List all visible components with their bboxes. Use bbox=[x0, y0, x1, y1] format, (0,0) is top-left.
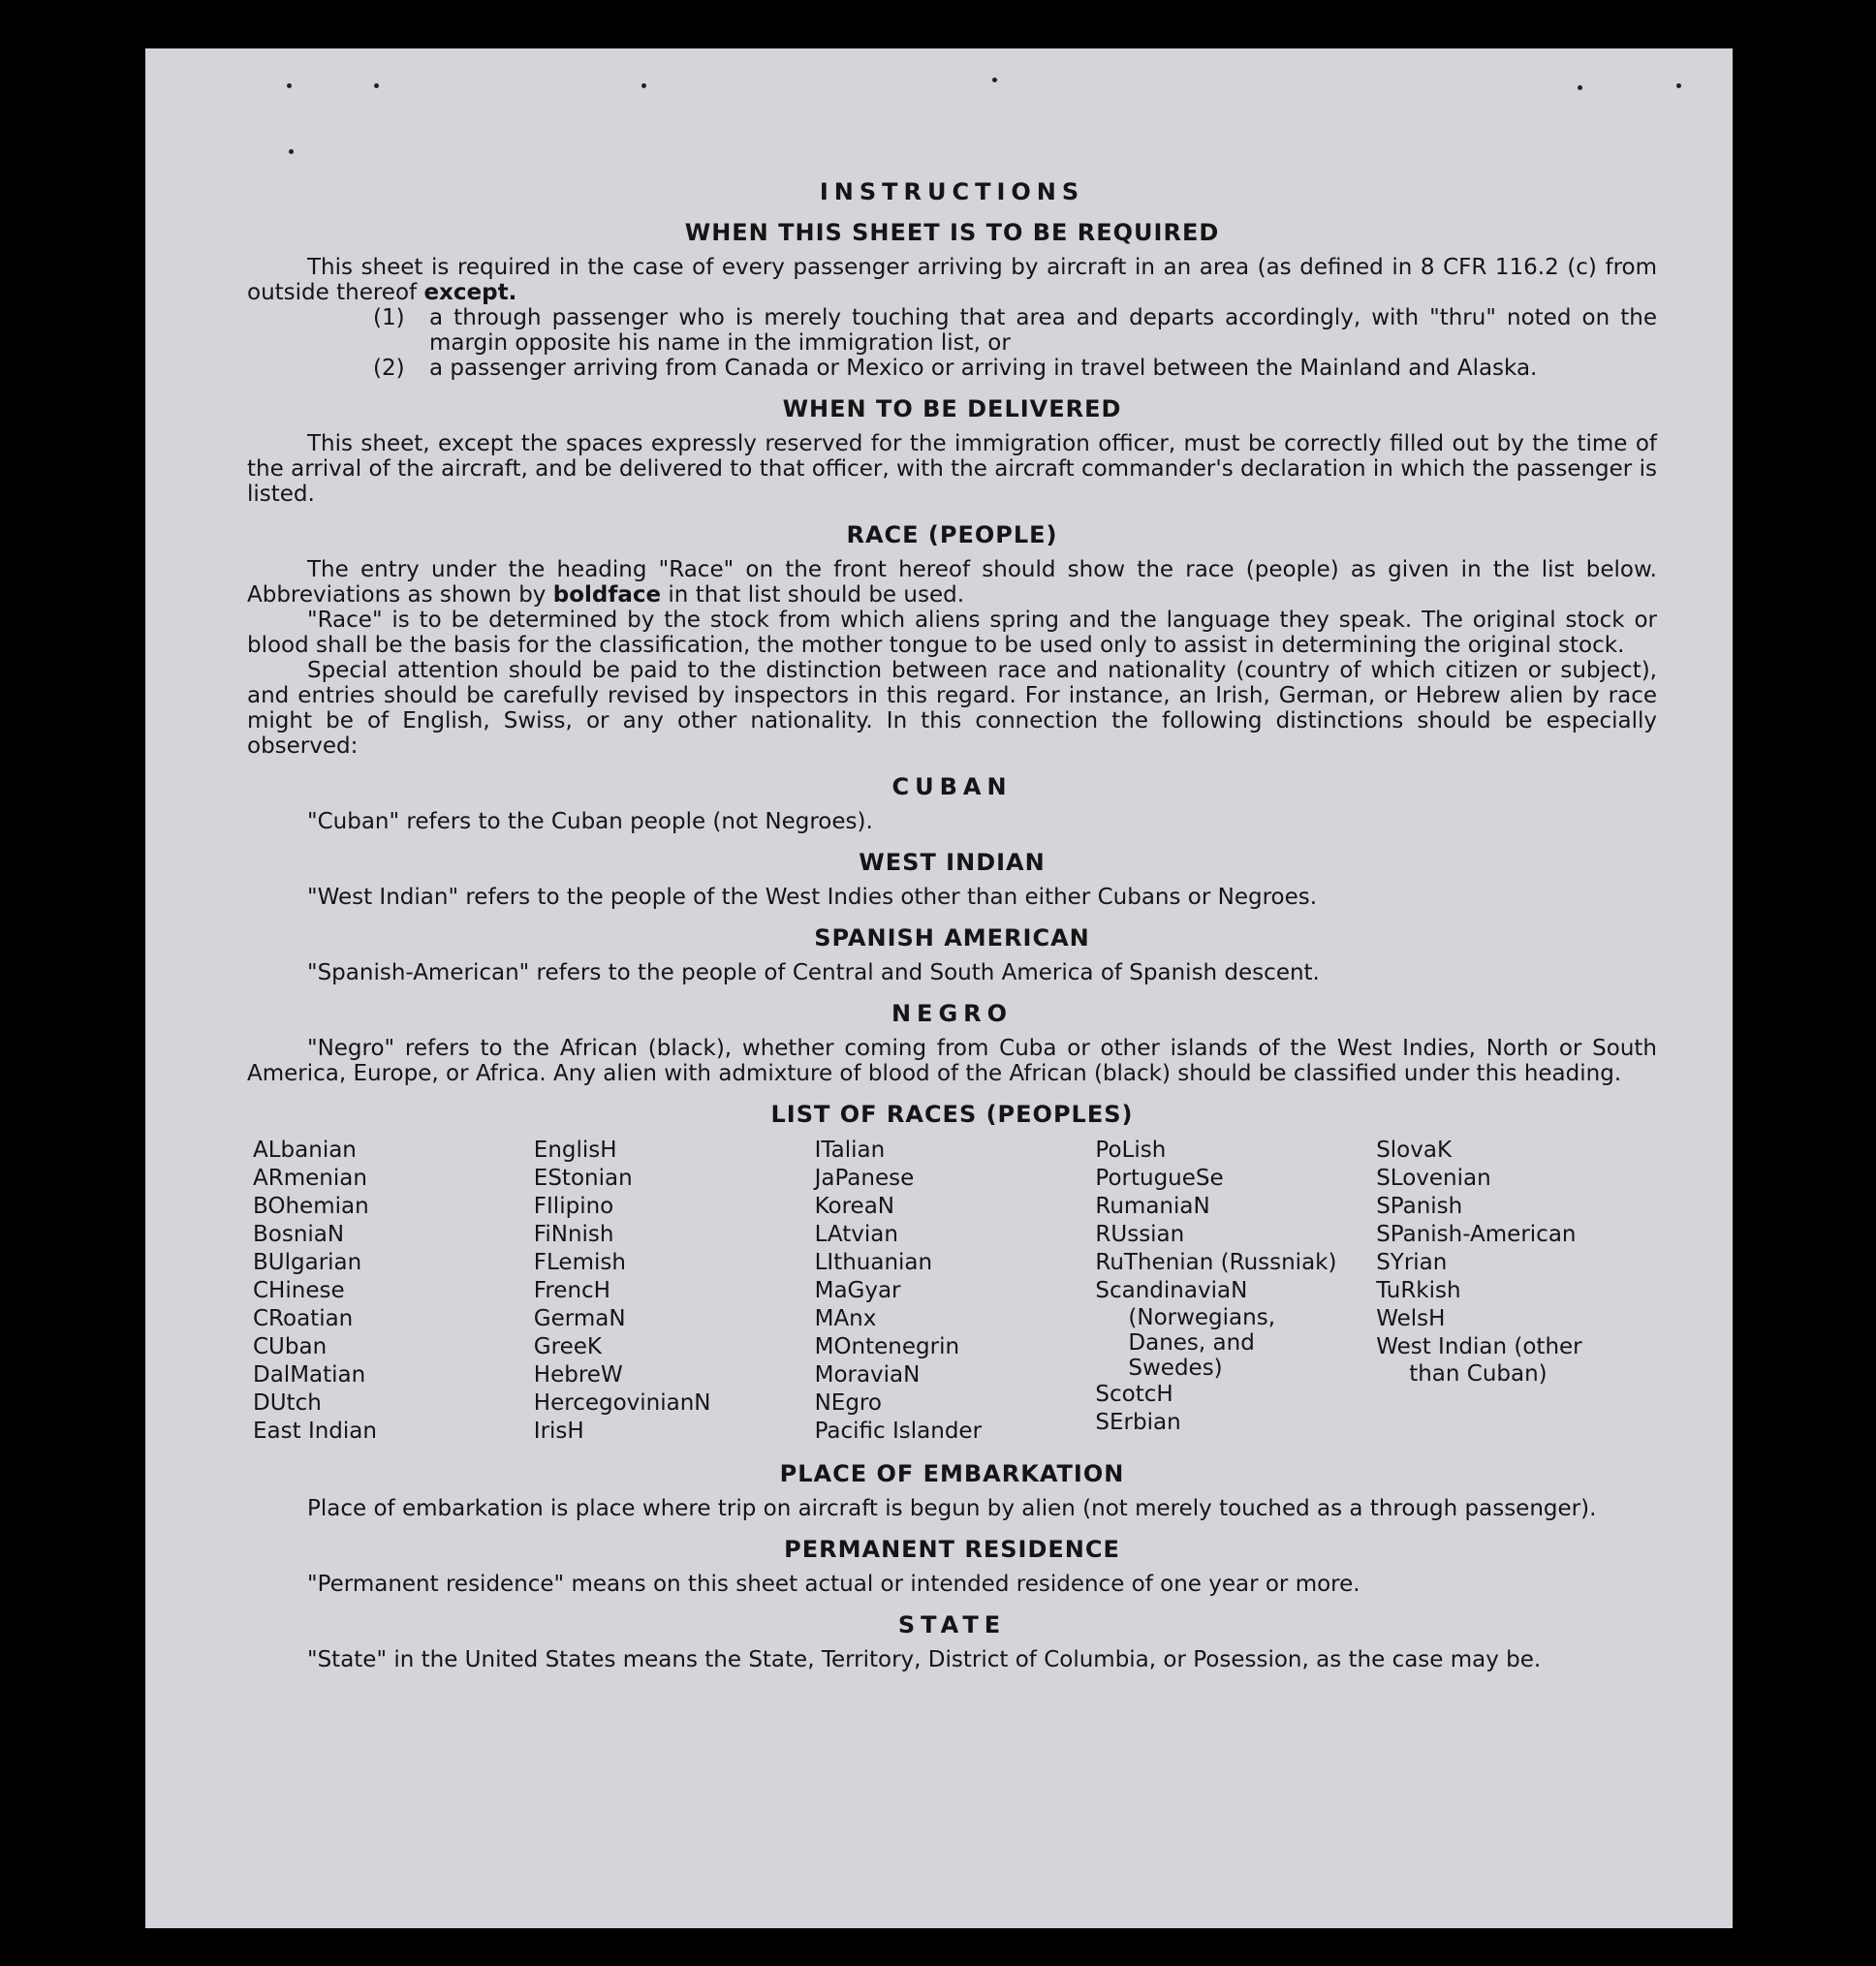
race-entry: PortugueSe bbox=[1095, 1166, 1224, 1191]
race-entry: ALbanian bbox=[253, 1138, 357, 1163]
delivered-paragraph: This sheet, except the spaces expressly reserved for the immigration officer, must be correctly filled out by the time of the arrival of the aircraft, and be delivered to that officer, with the aircraft commander's declaration in which the passenger is listed. bbox=[247, 431, 1657, 507]
heading-list-of-races: LIST OF RACES (PEOPLES) bbox=[770, 1101, 1134, 1128]
races-list bbox=[247, 1137, 1657, 1446]
speck bbox=[1578, 85, 1582, 90]
exception-item-2: (2) a passenger arriving from Canada or Mexico or arriving in travel between the Mainland and Alaska. bbox=[373, 356, 1538, 381]
race-entry: SPanish bbox=[1376, 1194, 1463, 1219]
cuban-paragraph: "Cuban" refers to the Cuban people (not Negroes). bbox=[307, 809, 873, 834]
race-entry: EStonian bbox=[533, 1166, 633, 1191]
race-entry: NEgro bbox=[814, 1390, 882, 1416]
race-entry-note: (Norwegians, bbox=[1128, 1305, 1276, 1330]
race-entry: ARmenian bbox=[253, 1166, 367, 1191]
race-entry: DalMatian bbox=[253, 1362, 366, 1388]
race-entry: GermaN bbox=[533, 1306, 626, 1331]
races-column-1 bbox=[253, 1137, 534, 1446]
speck bbox=[1676, 83, 1681, 88]
races-column-2 bbox=[534, 1137, 815, 1446]
race-entry: GreeK bbox=[533, 1334, 602, 1359]
race-entry: West Indian (other bbox=[1376, 1334, 1582, 1359]
required-paragraph: This sheet is required in the case of every passenger arriving by aircraft in an area (as defined in 8 CFR 116.2 (c) from outside thereof except. bbox=[247, 255, 1657, 305]
race-entry: East Indian bbox=[253, 1419, 377, 1444]
races-column-4 bbox=[1095, 1137, 1376, 1446]
race-entry: FIlipino bbox=[533, 1194, 614, 1219]
race-entry: WelsH bbox=[1376, 1306, 1446, 1331]
race-entry: RumaniaN bbox=[1095, 1194, 1210, 1219]
race-entry-note: Danes, and bbox=[1128, 1330, 1255, 1356]
race-entry: KoreaN bbox=[814, 1194, 895, 1219]
race-entry: RuThenian (Russniak) bbox=[1095, 1250, 1337, 1275]
race-entry: DUtch bbox=[253, 1390, 322, 1416]
race-entry: CRoatian bbox=[253, 1306, 354, 1331]
heading-state: STATE bbox=[897, 1611, 1007, 1638]
race-entry: LAtvian bbox=[814, 1222, 898, 1247]
except-bold: except. bbox=[423, 280, 517, 305]
race-entry-note: than Cuban) bbox=[1409, 1361, 1548, 1387]
race-entry: SYrian bbox=[1376, 1250, 1448, 1275]
race-entry: ScotcH bbox=[1095, 1382, 1173, 1407]
instructions-title: INSTRUCTIONS bbox=[819, 178, 1085, 205]
race-entry: RUssian bbox=[1095, 1222, 1185, 1247]
speck bbox=[287, 83, 292, 88]
embarkation-paragraph: Place of embarkation is place where trip on aircraft is begun by alien (not merely touched as a through passenger). bbox=[307, 1496, 1597, 1521]
speck bbox=[641, 83, 646, 88]
exception-item-1: (1) a through passenger who is merely touching that area and departs accordingly, with "thru" noted on the margin opposite his name in the immigration list, or bbox=[373, 305, 1657, 356]
race-entry: MoraviaN bbox=[814, 1362, 921, 1388]
race-entry: CHinese bbox=[253, 1278, 345, 1303]
race-entry: ITalian bbox=[814, 1138, 886, 1163]
race-entry: BUlgarian bbox=[253, 1250, 362, 1275]
race-paragraph-1: The entry under the heading "Race" on the front hereof should show the race (people) as given in the list below. Abbreviations as shown by boldface in that list should be used. bbox=[247, 557, 1657, 608]
race-entry: SlovaK bbox=[1376, 1138, 1453, 1163]
race-entry: SErbian bbox=[1095, 1410, 1181, 1435]
heading-place-of-embarkation: PLACE OF EMBARKATION bbox=[779, 1460, 1125, 1487]
speck bbox=[374, 83, 379, 88]
race-entry: CUban bbox=[253, 1334, 328, 1359]
race-entry: MAnx bbox=[814, 1306, 877, 1331]
race-paragraph-2: "Race" is to be determined by the stock from which aliens spring and the language they speak. The original stock or blood shall be the basis for the classification, the mother tongue to be used only to assist in determining the original stock. bbox=[247, 608, 1657, 658]
race-entry: BOhemian bbox=[253, 1194, 369, 1219]
races-column-3 bbox=[815, 1137, 1096, 1446]
race-entry: PoLish bbox=[1095, 1138, 1167, 1163]
race-entry: Pacific Islander bbox=[814, 1419, 983, 1444]
race-entry: TuRkish bbox=[1376, 1278, 1461, 1303]
race-entry: FrencH bbox=[533, 1278, 610, 1303]
race-entry: HercegovinianN bbox=[533, 1390, 711, 1416]
race-paragraph-3: Special attention should be paid to the distinction between race and nationality (country of which citizen or subject), and entries should be carefully revised by inspectors in this regard. For instance, an Irish, German, or Hebrew alien by race might be of English, Swiss, or any other nationality. In this connection the following distinctions should be especially observed: bbox=[247, 658, 1657, 759]
heading-west-indian: WEST INDIAN bbox=[859, 849, 1046, 876]
heading-spanish-american: SPANISH AMERICAN bbox=[814, 924, 1090, 952]
race-entry: SLovenian bbox=[1376, 1166, 1491, 1191]
race-entry: ScandinaviaN bbox=[1095, 1278, 1248, 1303]
instructions-content bbox=[247, 179, 1657, 1672]
heading-cuban: CUBAN bbox=[891, 773, 1013, 800]
residence-paragraph: "Permanent residence" means on this sheet actual or intended residence of one year or more. bbox=[307, 1572, 1360, 1597]
heading-when-delivered: WHEN TO BE DELIVERED bbox=[782, 395, 1122, 422]
race-entry: EnglisH bbox=[533, 1138, 617, 1163]
race-entry: MaGyar bbox=[814, 1278, 901, 1303]
west-indian-paragraph: "West Indian" refers to the people of the West Indies other than either Cubans or Negroes. bbox=[307, 885, 1318, 910]
speck bbox=[289, 149, 294, 154]
race-entry: LIthuanian bbox=[814, 1250, 933, 1275]
race-entry: SPanish-American bbox=[1376, 1222, 1577, 1247]
race-entry: JaPanese bbox=[814, 1166, 915, 1191]
spanish-american-paragraph: "Spanish-American" refers to the people of Central and South America of Spanish descent. bbox=[307, 960, 1320, 985]
document-page bbox=[145, 48, 1733, 1928]
race-entry-note: Swedes) bbox=[1128, 1356, 1223, 1381]
speck bbox=[992, 78, 997, 82]
race-entry: MOntenegrin bbox=[814, 1334, 960, 1359]
heading-when-required: WHEN THIS SHEET IS TO BE REQUIRED bbox=[684, 219, 1220, 246]
races-column-5 bbox=[1376, 1137, 1657, 1446]
state-paragraph: "State" in the United States means the State, Territory, District of Columbia, or Posession, as the case may be. bbox=[307, 1647, 1542, 1672]
race-entry: FiNnish bbox=[533, 1222, 614, 1247]
race-entry: FLemish bbox=[533, 1250, 626, 1275]
heading-negro: NEGRO bbox=[891, 1000, 1014, 1027]
negro-paragraph: "Negro" refers to the African (black), whether coming from Cuba or other islands of the West Indies, North or South America, Europe, or Africa. Any alien with admixture of blood of the African (black) should be classified under this heading. bbox=[247, 1036, 1657, 1086]
race-entry: BosniaN bbox=[253, 1222, 345, 1247]
heading-race: RACE (PEOPLE) bbox=[846, 521, 1058, 548]
race-entry: IrisH bbox=[533, 1419, 584, 1444]
heading-permanent-residence: PERMANENT RESIDENCE bbox=[784, 1536, 1120, 1563]
race-entry: HebreW bbox=[533, 1362, 623, 1388]
